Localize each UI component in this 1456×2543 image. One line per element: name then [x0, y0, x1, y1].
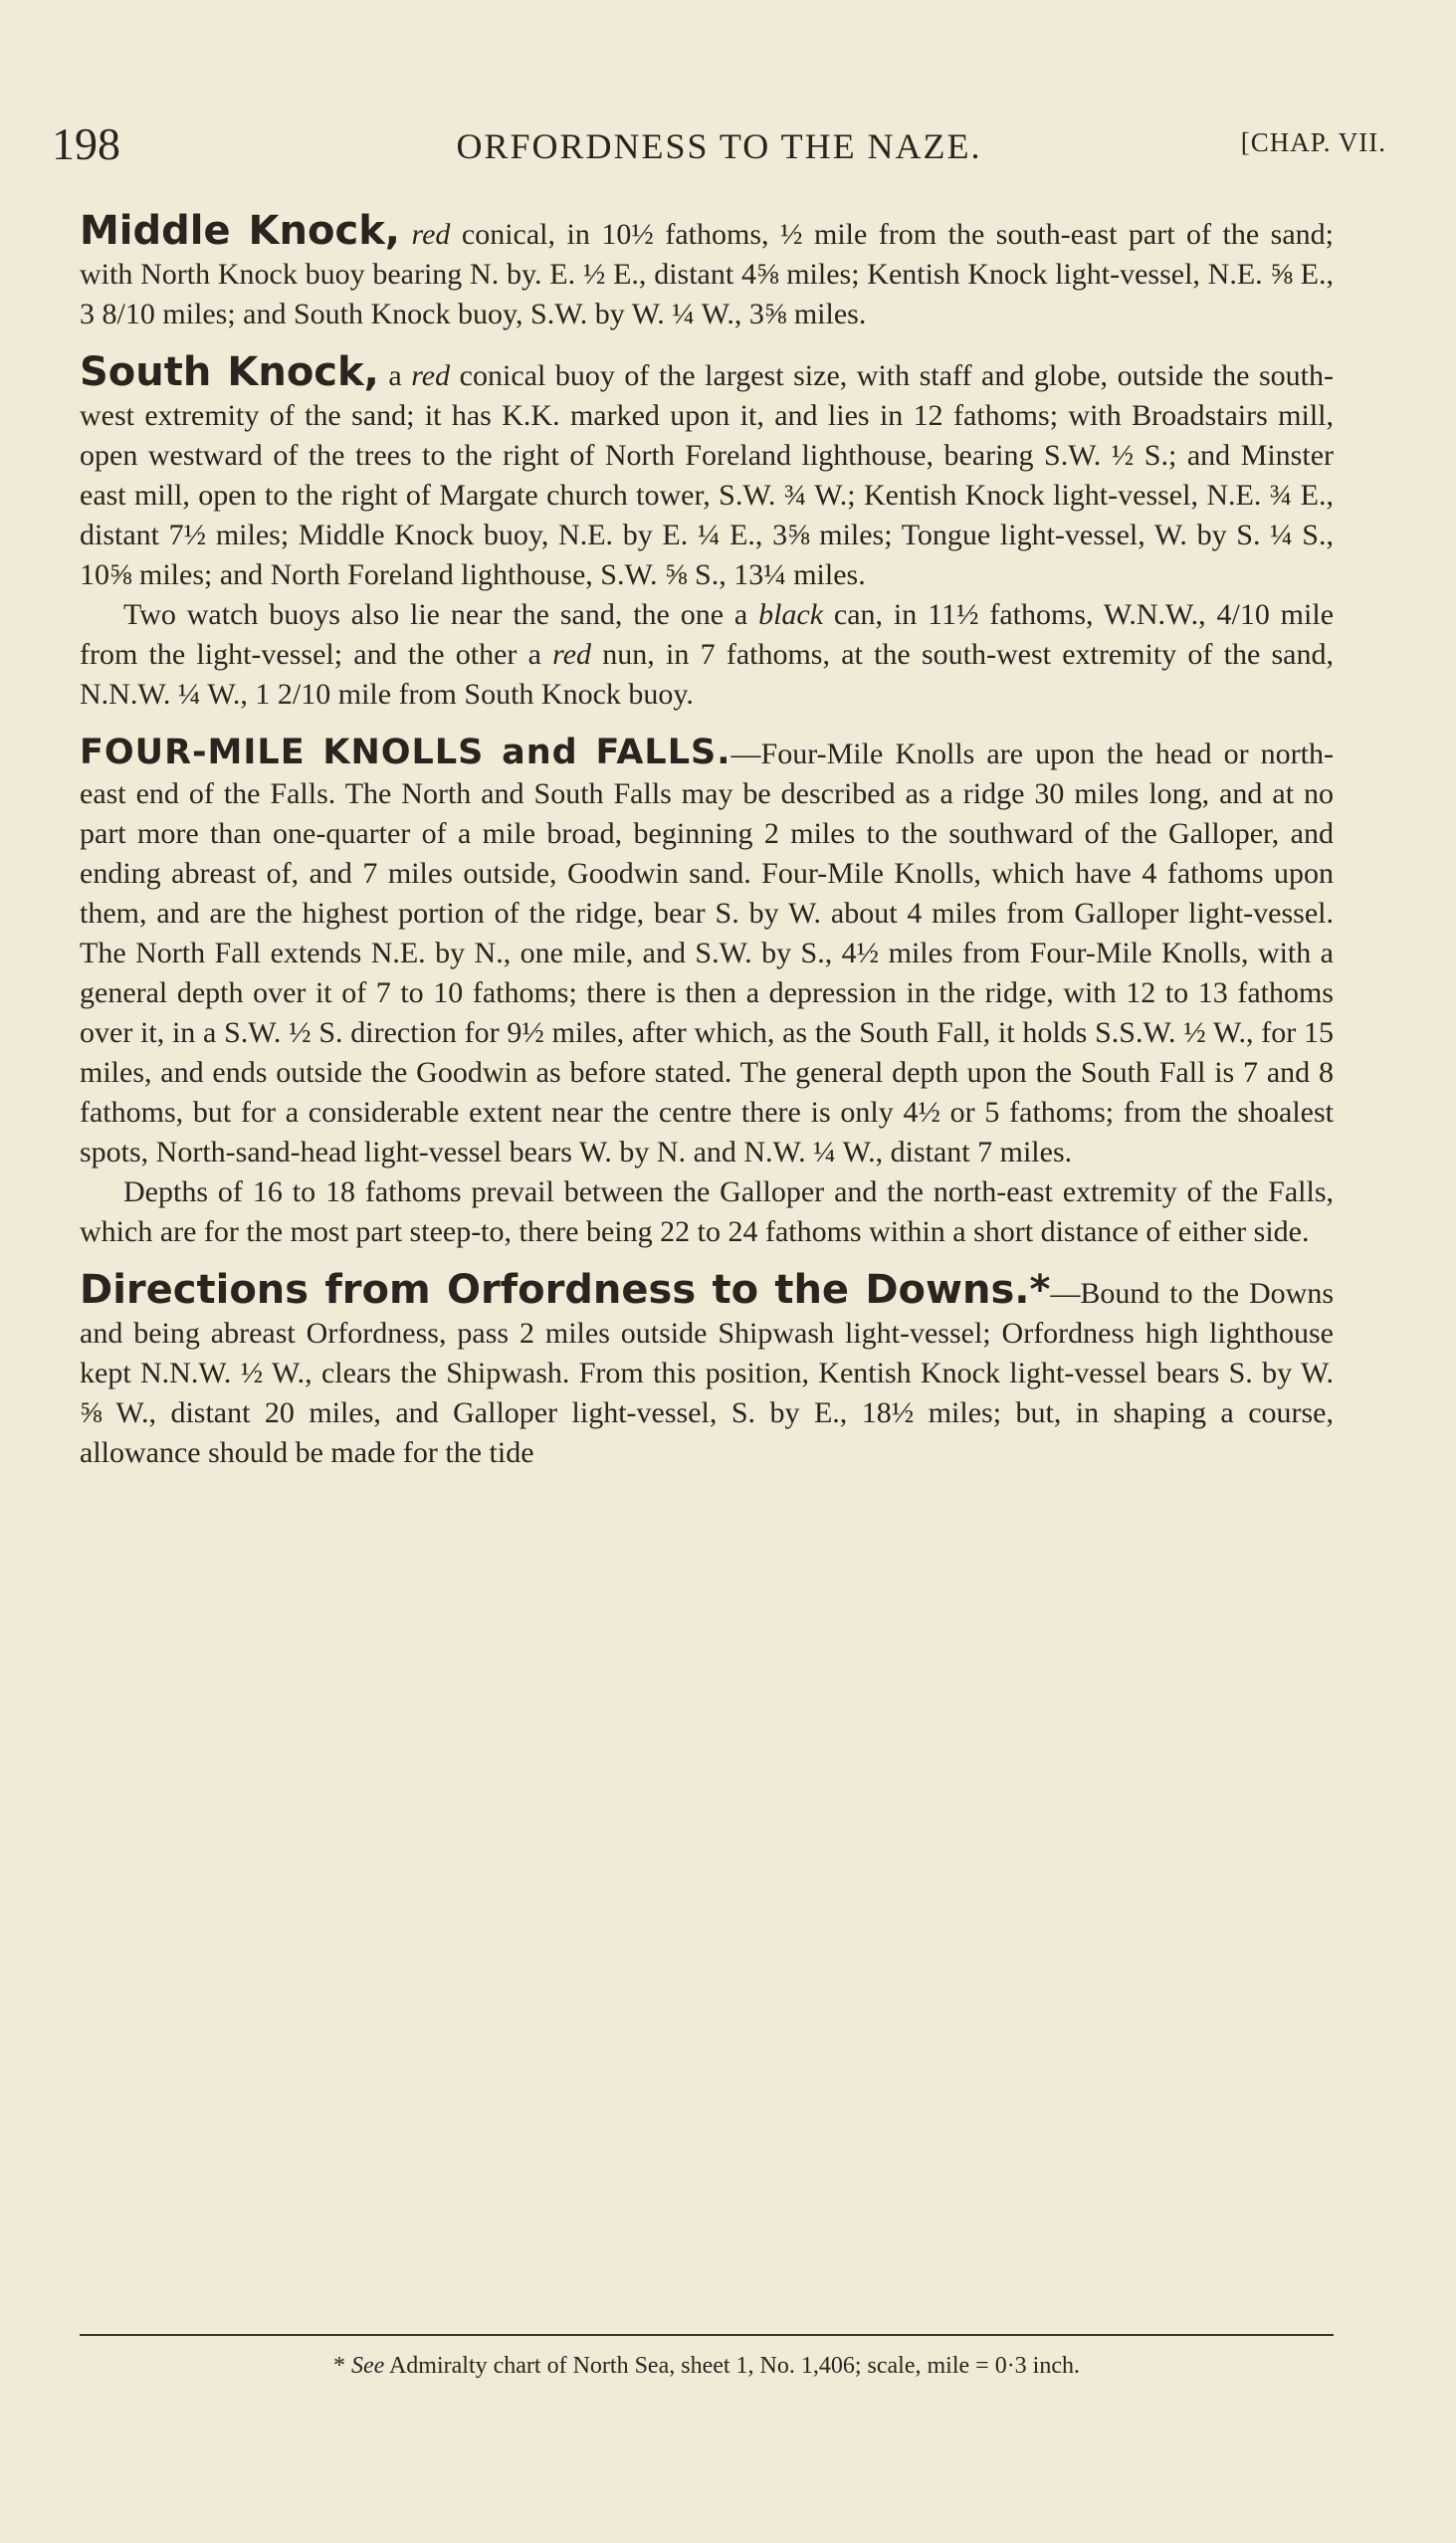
paragraph-four-mile-knolls — [80, 733, 1334, 1172]
emphasis-black: black — [758, 598, 824, 631]
footnote-text: Admiralty chart of North Sea, sheet 1, No. 1,406; scale, mile = 0·3 inch. — [384, 2353, 1081, 2379]
emphasis-red: red — [411, 359, 451, 392]
footnote — [80, 2353, 1334, 2380]
paragraph-middle-knock — [80, 208, 1335, 334]
heading-middle-knock: Middle Knock, — [80, 208, 401, 254]
footnote-mark: * — [332, 2353, 351, 2379]
footnote-see: See — [350, 2353, 385, 2379]
paragraph-text: —Four-Mile Knolls are upon the head or north-east end of the Falls. The North and South Falls may be described as a ridge 30 miles long, and at no part more than one-quarter of a mile broad, beginning 2 miles to the southward of the Galloper, and ending abreast of, and 7 miles outside, Goodwin sand. Four-Mile Knolls, which have 4 fathoms upon them, and are the highest portion of the ridge, bear S. by W. about 4 miles from Galloper light-vessel. The North Fall extends N.E. by N., one mile, and S.W. by S., 4½ miles from Four-Mile Knolls, with a general depth over it of 7 to 10 fathoms; there is then a depression in the ridge, with 12 to 13 fathoms over it, in a S.W. ½ S. direction for 9½ miles, after which, as the South Fall, it holds S.S.W. ½ W., for 15 miles, and ends outside the Goodwin as before stated. The general depth upon the South Fall is 7 and 8 fathoms, but for a considerable extent near the centre there is only 4½ or 5 fathoms; from the shoalest spots, North-sand-head light-vessel bears W. by N. and N.W. ¼ W., distant 7 miles. — [80, 738, 1334, 1168]
heading-directions: Directions from Orfordness to the Downs.* — [80, 1267, 1051, 1313]
paragraph-depths: Depths of 16 to 18 fathoms prevail between the Galloper and the north-east extremity of the Falls, which are for the most part steep-to, there being 22 to 24 fathoms within a short distance of either side. — [80, 1175, 1334, 1248]
page-number: 198 — [52, 118, 120, 169]
running-title: ORFORDNESS TO THE NAZE. — [456, 126, 982, 166]
paragraph-text: conical buoy of the largest size, with staff and globe, outside the south-west extremity of the sand; it has K.K. marked upon it, and lies in 12 fathoms; with Broadstairs mill, open westward of the trees to the right of North Foreland lighthouse, bearing S.W. ½ S.; and Minster east mill, open to the right of Margate church tower, S.W. ¾ W.; Kentish Knock light-vessel, N.E. ¾ E., distant 7½ miles; Middle Knock buoy, N.E. by E. ¼ E., 3⅝ miles; Tongue light-vessel, W. by S. ¼ S., 10⅝ miles; and North Foreland lighthouse, S.W. ⅝ S., 13¼ miles. — [80, 359, 1334, 591]
paragraph-text: can, in 11½ fathoms, W.N.W., 4/10 mile from the light-vessel; and the other a — [80, 598, 1335, 671]
paragraph-south-knock — [80, 349, 1334, 595]
body-text — [80, 208, 1335, 1473]
heading-four-mile-knolls: FOUR-MILE KNOLLS and FALLS. — [80, 733, 731, 772]
emphasis-red: red — [552, 638, 592, 671]
emphasis-red: red — [411, 218, 451, 251]
paragraph-text: Two watch buoys also lie near the sand, the one a — [123, 598, 759, 631]
paragraph-directions — [80, 1267, 1334, 1473]
paragraph-pre: a — [378, 359, 412, 392]
paragraph-text: nun, in 7 fathoms, at the south-west extremity of the sand, N.N.W. ¼ W., 1 2/10 mile from South Knock buoy. — [80, 638, 1334, 711]
paragraph-watch-buoys — [80, 595, 1334, 715]
paragraph-text: —Bound to the Downs and being abreast Orfordness, pass 2 miles outside Shipwash light-vessel; Orfordness high lighthouse kept N.N.W. ½ W., clears the Shipwash. From this position, Kentish Knock light-vessel bears S. by W. ⅝ W., distant 20 miles, and Galloper light-vessel, S. by E., 18½ miles; but, in shaping a course, allowance should be made for the tide — [80, 1277, 1334, 1469]
paragraph-text: conical, in 10½ fathoms, ½ mile from the south-east part of the sand; with North Knock buoy bearing N. by. E. ½ E., distant 4⅝ miles; Kentish Knock light-vessel, N.E. ⅝ E., 3 8/10 miles; and South Knock buoy, S.W. by W. ¼ W., 3⅝ miles. — [80, 218, 1335, 330]
footnote-rule — [80, 2334, 1334, 2336]
heading-south-knock: South Knock, — [80, 349, 379, 395]
chapter-label: [CHAP. VII. — [1240, 127, 1386, 157]
page-header — [52, 117, 1386, 177]
